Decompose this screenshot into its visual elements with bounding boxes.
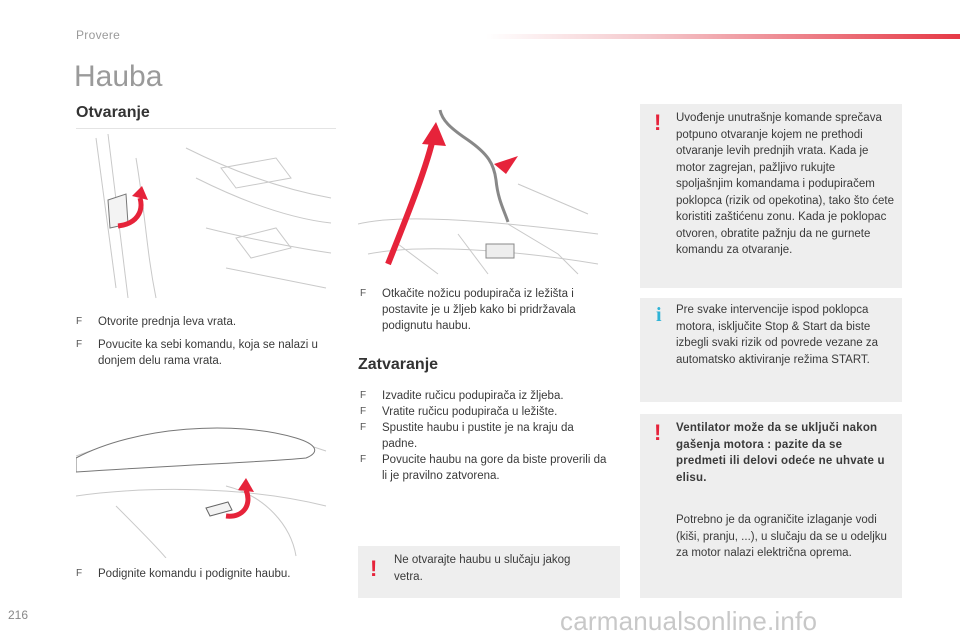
door-release-illustration	[76, 128, 336, 304]
warning-icon: !	[654, 110, 662, 135]
hood-release-illustration	[76, 386, 336, 558]
list-item: F Podignite komandu i podignite haubu.	[76, 568, 291, 580]
bullet-icon: F	[360, 390, 367, 401]
warning-box-wind: ! Ne otvarajte haubu u slučaju jakog vetra.	[358, 546, 620, 598]
heading-opening: Otvaranje	[76, 104, 150, 121]
list-item: F Vratite ručicu podupirača u ležište.	[360, 406, 558, 418]
list-item: F Otvorite prednja leva vrata.	[76, 316, 237, 328]
list-item: F Izvadite ručicu podupirača iz žljeba.	[360, 390, 564, 402]
header-accent-bar	[486, 34, 960, 39]
warning-box-fan: ! Ventilator može da se uključi nakon gašenja motora : pazite da se predmeti ili delovi odeće ne uhvate u elisu. Potrebno je da ograničite izlaganje vodi (kiši, pranju, ...), u slučaju da se u odeljku za motor nalazi električna oprema.	[640, 414, 902, 598]
bullet-icon: F	[360, 454, 367, 465]
list-item: F Otkačite nožicu podupirača iz ležišta i postavite je u žljeb kako bi pridržavala podignutu haubu.	[360, 288, 576, 332]
bullet-icon: F	[76, 316, 83, 327]
hood-prop-rod-illustration	[358, 104, 602, 278]
bullet-icon: F	[360, 422, 367, 433]
bullet-icon: F	[76, 568, 83, 579]
info-icon: i	[656, 304, 662, 326]
list-item: F Povucite ka sebi komandu, koja se nalazi u donjem delu rama vrata.	[76, 339, 318, 367]
warning-box-interlock: ! Uvođenje unutrašnje komande sprečava potpuno otvaranje kojem ne prethodi otvaranje levih prednjih vrata. Kada je motor zagrejan, pažljivo rukujte spoljašnjim komandama i podupiračem poklopca (rizik od opekotina), tako što ćete koristiti zaštićenu zonu. Kada je poklopac otvoren, obratite pažnju da ne gurnete komandu za otvaranje.	[640, 104, 902, 288]
page-number: 216	[8, 608, 29, 622]
bullet-icon: F	[76, 339, 83, 350]
warning-icon: !	[654, 420, 662, 445]
info-box-stop-start: i Pre svake intervencije ispod poklopca motora, isključite Stop & Start da biste izbegli svaki rizik od povrede vezane za automatsko aktiviranje režima START.	[640, 298, 902, 402]
watermark: carmanualsonline.info	[560, 606, 818, 636]
bullet-icon: F	[360, 288, 367, 299]
warning-icon: !	[370, 556, 378, 581]
heading-closing: Zatvaranje	[358, 356, 439, 373]
list-item: F Spustite haubu i pustite je na kraju da padne.	[360, 422, 574, 450]
page-title: Hauba	[74, 60, 163, 93]
bullet-icon: F	[360, 406, 367, 417]
section-label: Provere	[76, 28, 121, 42]
list-item: F Povucite haubu na gore da biste proverili da li je pravilno zatvorena.	[360, 454, 607, 482]
